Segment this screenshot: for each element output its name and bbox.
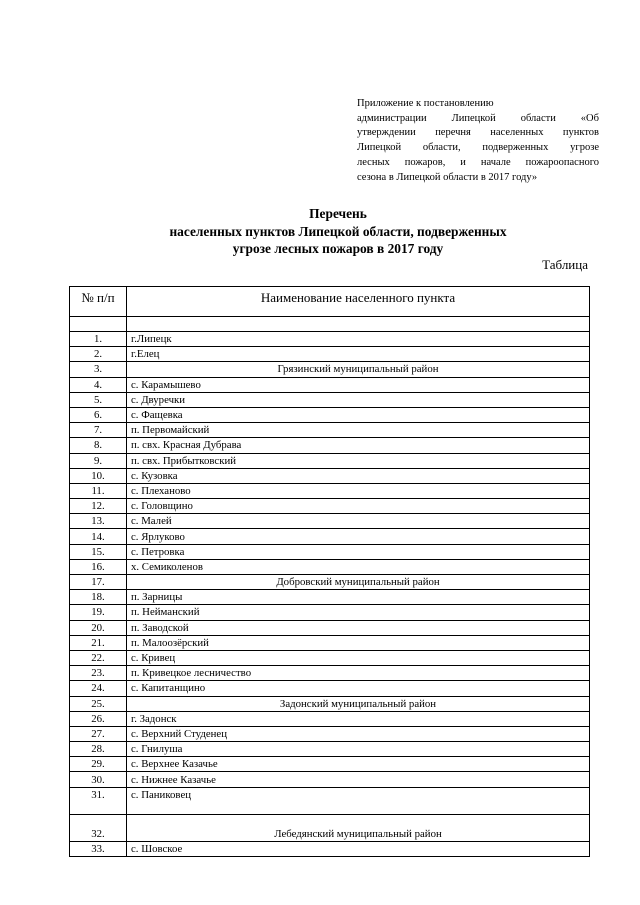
settlement-name: с. Шовское — [127, 841, 590, 856]
table-row — [70, 514, 590, 529]
row-number: 3. — [70, 362, 127, 377]
table-header-row — [70, 287, 590, 317]
settlement-name: с. Петровка — [127, 544, 590, 559]
row-number: 23. — [70, 666, 127, 681]
settlement-name: с. Капитанщино — [127, 681, 590, 696]
table-row — [70, 635, 590, 650]
title-line: Перечень — [309, 206, 367, 221]
district-row — [70, 814, 590, 841]
header-name: Наименование населенного пункта — [127, 287, 590, 317]
table-row — [70, 453, 590, 468]
table-row — [70, 468, 590, 483]
row-number: 5. — [70, 392, 127, 407]
table-row — [70, 787, 590, 814]
row-number: 25. — [70, 696, 127, 711]
settlement-name: п. свх. Красная Дубрава — [127, 438, 590, 453]
settlement-name: с. Двуречки — [127, 392, 590, 407]
title-line: населенных пунктов Липецкой области, подверженных — [169, 223, 507, 239]
settlement-name: с. Верхний Студенец — [127, 726, 590, 741]
settlement-name: с. Плеханово — [127, 483, 590, 498]
row-number: 26. — [70, 711, 127, 726]
appendix-line: Приложение к постановлению — [357, 98, 494, 109]
row-number: 12. — [70, 499, 127, 514]
table-row — [70, 650, 590, 665]
district-name: Задонский муниципальный район — [127, 696, 590, 711]
row-number: 6. — [70, 407, 127, 422]
settlement-name: с. Гнилуша — [127, 742, 590, 757]
row-number: 33. — [70, 841, 127, 856]
table-row — [70, 711, 590, 726]
settlement-name: с. Фащевка — [127, 407, 590, 422]
appendix-line: лесных пожаров, и начале пожароопасного — [357, 156, 599, 168]
settlement-name: с. Карамышево — [127, 377, 590, 392]
settlement-name: г. Задонск — [127, 711, 590, 726]
settlement-name: п. Кривецкое лесничество — [127, 666, 590, 681]
table-row — [70, 841, 590, 856]
table-row — [70, 559, 590, 574]
row-number: 14. — [70, 529, 127, 544]
header-spacer-row — [70, 317, 590, 332]
table-row — [70, 605, 590, 620]
row-number: 11. — [70, 483, 127, 498]
table-row — [70, 757, 590, 772]
table-label: Таблица — [542, 257, 588, 272]
settlement-name: с. Кузовка — [127, 468, 590, 483]
table-row — [70, 347, 590, 362]
row-number: 17. — [70, 575, 127, 590]
district-name: Лебедянский муниципальный район — [127, 814, 590, 841]
settlement-name: г.Елец — [127, 347, 590, 362]
row-number: 2. — [70, 347, 127, 362]
appendix-line: администрации Липецкой области «Об — [357, 112, 599, 124]
row-number: 22. — [70, 650, 127, 665]
row-number: 24. — [70, 681, 127, 696]
district-name: Добровский муниципальный район — [127, 575, 590, 590]
table-row — [70, 772, 590, 787]
row-number: 30. — [70, 772, 127, 787]
row-number: 16. — [70, 559, 127, 574]
appendix-line: сезона в Липецкой области в 2017 году» — [357, 171, 538, 183]
row-number: 31. — [70, 787, 127, 814]
table-body — [70, 332, 590, 857]
table-row — [70, 438, 590, 453]
row-number: 4. — [70, 377, 127, 392]
settlement-name: п. Нейманский — [127, 605, 590, 620]
settlement-name: п. свх. Прибытковский — [127, 453, 590, 468]
row-number: 1. — [70, 332, 127, 347]
row-number: 27. — [70, 726, 127, 741]
row-number: 18. — [70, 590, 127, 605]
settlement-name: с. Кривец — [127, 650, 590, 665]
appendix-line: Липецкой области, подверженных угрозе — [357, 142, 599, 154]
row-number: 21. — [70, 635, 127, 650]
spacer-cell — [70, 317, 127, 332]
settlement-name: с. Верхнее Казачье — [127, 757, 590, 772]
table-row — [70, 590, 590, 605]
table-row — [70, 377, 590, 392]
settlement-name: п. Малоозёрский — [127, 635, 590, 650]
row-number: 28. — [70, 742, 127, 757]
settlement-name: с. Головщино — [127, 499, 590, 514]
settlements-table — [69, 286, 590, 857]
table-row — [70, 529, 590, 544]
appendix-note — [357, 97, 599, 185]
table-row — [70, 499, 590, 514]
settlement-name: с. Нижнее Казачье — [127, 772, 590, 787]
district-name: Грязинский муниципальный район — [127, 362, 590, 377]
table-row — [70, 332, 590, 347]
table-row — [70, 423, 590, 438]
document-title — [100, 205, 576, 258]
settlement-name: п. Первомайский — [127, 423, 590, 438]
district-row — [70, 696, 590, 711]
settlement-name: с. Паниковец — [127, 787, 590, 814]
table-row — [70, 483, 590, 498]
title-line: угрозе лесных пожаров в 2017 году — [232, 241, 444, 256]
row-number: 10. — [70, 468, 127, 483]
table-row — [70, 742, 590, 757]
settlement-name: п. Заводской — [127, 620, 590, 635]
table-row — [70, 666, 590, 681]
table-row — [70, 407, 590, 422]
appendix-line: утверждении перечня населенных пунктов — [357, 127, 599, 139]
settlement-name: п. Зарницы — [127, 590, 590, 605]
row-number: 19. — [70, 605, 127, 620]
table-row — [70, 544, 590, 559]
row-number: 13. — [70, 514, 127, 529]
row-number: 9. — [70, 453, 127, 468]
settlement-name: с. Ярлуково — [127, 529, 590, 544]
settlement-name: с. Малей — [127, 514, 590, 529]
row-number: 29. — [70, 757, 127, 772]
row-number: 32. — [70, 814, 127, 841]
spacer-cell — [127, 317, 590, 332]
district-row — [70, 362, 590, 377]
table-row — [70, 726, 590, 741]
table-row — [70, 681, 590, 696]
row-number: 15. — [70, 544, 127, 559]
row-number: 8. — [70, 438, 127, 453]
table-row — [70, 620, 590, 635]
row-number: 20. — [70, 620, 127, 635]
row-number: 7. — [70, 423, 127, 438]
district-row — [70, 575, 590, 590]
settlement-name: г.Липецк — [127, 332, 590, 347]
settlement-name: х. Семиколенов — [127, 559, 590, 574]
table-row — [70, 392, 590, 407]
header-number: № п/п — [70, 287, 127, 317]
